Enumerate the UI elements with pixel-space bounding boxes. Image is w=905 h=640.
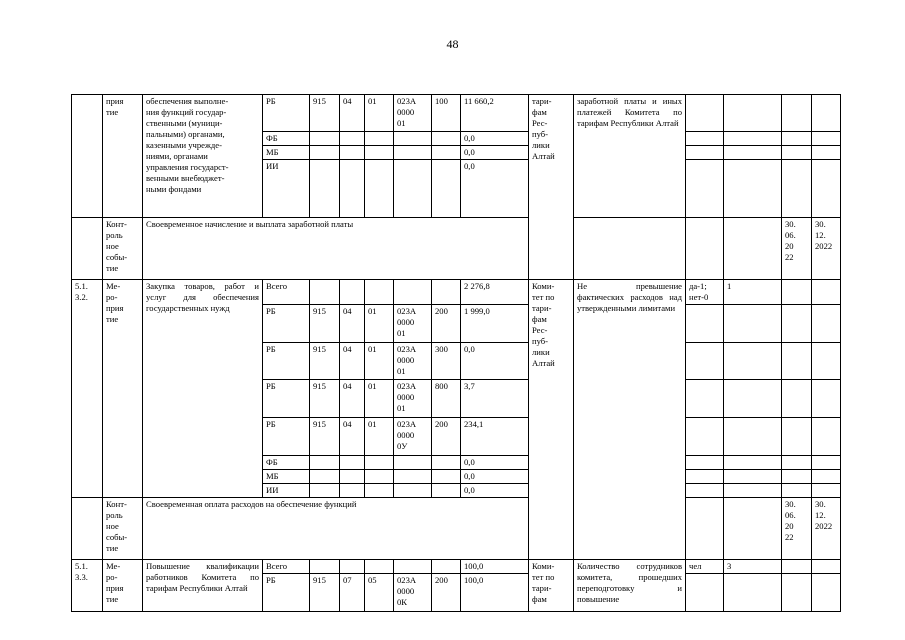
amount-cell: 100,0 xyxy=(461,574,529,612)
budget-code-cell xyxy=(310,484,340,498)
empty-cell xyxy=(812,280,841,305)
empty-cell xyxy=(724,498,782,560)
budget-code-cell: 05 xyxy=(365,574,394,612)
amount-cell: 0,0 xyxy=(461,470,529,484)
empty-cell xyxy=(724,132,782,146)
budget-code-cell xyxy=(310,160,340,218)
empty-cell xyxy=(724,305,782,343)
control-event-row xyxy=(72,218,841,280)
budget-code-cell xyxy=(394,132,432,146)
budget-code-cell: 915 xyxy=(310,95,340,132)
funding-source: РБ xyxy=(263,95,310,132)
amount-cell: 0,0 xyxy=(461,484,529,498)
empty-cell xyxy=(782,484,812,498)
budget-code-cell xyxy=(340,160,365,218)
funding-source: Всего xyxy=(263,280,310,305)
date-end-cell: 30. 12. 2022 xyxy=(812,498,841,560)
budget-code-cell: 915 xyxy=(310,380,340,418)
date-start-cell: 30. 06. 20 22 xyxy=(782,218,812,280)
row-number-cell: 5.1. 3.2. xyxy=(72,280,103,498)
budget-code-cell xyxy=(394,560,432,574)
empty-cell xyxy=(724,418,782,456)
executor-cell: Коми- тет по тари- фам xyxy=(529,560,574,612)
empty-cell xyxy=(686,418,724,456)
budget-code-cell xyxy=(365,280,394,305)
executor-cell: тари- фам Рес- пуб- лики Алтай xyxy=(529,95,574,280)
table-row xyxy=(72,280,841,305)
budget-code-cell: 023А 0000 01 xyxy=(394,305,432,343)
control-event-label: Конт- роль ное собы- тие xyxy=(103,218,143,280)
budget-code-cell: 023А 0000 0У xyxy=(394,418,432,456)
budget-code-cell: 300 xyxy=(432,343,461,380)
budget-code-cell xyxy=(432,146,461,160)
control-event-row xyxy=(72,498,841,560)
budget-code-cell xyxy=(365,132,394,146)
empty-cell xyxy=(724,343,782,380)
amount-cell: 11 660,2 xyxy=(461,95,529,132)
executor-cell: Коми- тет по тари- фам Рес- пуб- лики Алтай xyxy=(529,280,574,560)
date-end-cell: 30. 12. 2022 xyxy=(812,218,841,280)
unit-cell: да-1; нет-0 xyxy=(686,280,724,305)
date-start-cell: 30. 06. 20 22 xyxy=(782,498,812,560)
row-name-cell: Закупка товаров, работ и услуг для обеспечения государственных нужд xyxy=(143,280,263,498)
budget-code-cell xyxy=(365,146,394,160)
amount-cell: 0,0 xyxy=(461,132,529,146)
empty-cell xyxy=(782,456,812,470)
amount-cell: 0,0 xyxy=(461,343,529,380)
budget-code-cell xyxy=(394,456,432,470)
budget-code-cell: 04 xyxy=(340,343,365,380)
budget-code-cell: 01 xyxy=(365,418,394,456)
funding-source: ФБ xyxy=(263,456,310,470)
budget-code-cell xyxy=(432,160,461,218)
budget-code-cell: 023А 0000 01 xyxy=(394,343,432,380)
empty-cell xyxy=(686,498,724,560)
budget-code-cell: 04 xyxy=(340,418,365,456)
budget-code-cell xyxy=(394,280,432,305)
amount-cell: 0,0 xyxy=(461,146,529,160)
empty-cell xyxy=(686,574,724,612)
budget-code-cell: 100 xyxy=(432,95,461,132)
budget-code-cell xyxy=(340,456,365,470)
budget-code-cell: 01 xyxy=(365,95,394,132)
amount-cell: 3,7 xyxy=(461,380,529,418)
budget-code-cell xyxy=(432,470,461,484)
budget-code-cell: 01 xyxy=(365,380,394,418)
budget-code-cell xyxy=(340,484,365,498)
empty-cell xyxy=(724,95,782,132)
budget-code-cell xyxy=(432,280,461,305)
empty-cell xyxy=(812,380,841,418)
amount-cell: 1 999,0 xyxy=(461,305,529,343)
budget-code-cell xyxy=(432,484,461,498)
budget-code-cell xyxy=(394,470,432,484)
funding-source: РБ xyxy=(263,305,310,343)
funding-source: ИИ xyxy=(263,484,310,498)
funding-source: ФБ xyxy=(263,132,310,146)
value-cell: 1 xyxy=(724,280,782,305)
empty-cell xyxy=(782,343,812,380)
empty-cell xyxy=(782,418,812,456)
budget-code-cell: 04 xyxy=(340,380,365,418)
empty-cell xyxy=(686,470,724,484)
empty-cell xyxy=(724,470,782,484)
control-event-label: Конт- роль ное собы- тие xyxy=(103,498,143,560)
empty-cell xyxy=(812,456,841,470)
empty-cell xyxy=(724,456,782,470)
budget-code-cell xyxy=(310,456,340,470)
funding-source: ИИ xyxy=(263,160,310,218)
table-row xyxy=(72,560,841,574)
budget-code-cell: 023А 0000 0К xyxy=(394,574,432,612)
empty-cell xyxy=(812,305,841,343)
budget-code-cell: 200 xyxy=(432,418,461,456)
budget-code-cell xyxy=(394,484,432,498)
empty-cell xyxy=(782,305,812,343)
empty-cell xyxy=(724,160,782,218)
funding-source: Всего xyxy=(263,560,310,574)
empty-cell xyxy=(782,160,812,218)
empty-cell xyxy=(686,343,724,380)
budget-code-cell: 800 xyxy=(432,380,461,418)
program-table xyxy=(71,94,841,612)
funding-source: МБ xyxy=(263,146,310,160)
budget-code-cell xyxy=(365,456,394,470)
budget-code-cell xyxy=(432,456,461,470)
budget-code-cell: 01 xyxy=(365,305,394,343)
budget-code-cell xyxy=(365,470,394,484)
control-event-text: Своевременная оплата расходов на обеспечение функций xyxy=(143,498,529,560)
empty-cell xyxy=(686,146,724,160)
budget-code-cell xyxy=(310,470,340,484)
empty-cell xyxy=(782,470,812,484)
budget-code-cell: 07 xyxy=(340,574,365,612)
empty-cell xyxy=(724,380,782,418)
indicator-cell: Не превышение фактических расходов над утвержденными лимитами xyxy=(574,280,686,560)
empty-cell xyxy=(574,218,686,280)
empty-cell xyxy=(812,574,841,612)
budget-code-cell: 915 xyxy=(310,343,340,380)
funding-source: РБ xyxy=(263,380,310,418)
empty-cell xyxy=(686,380,724,418)
empty-cell xyxy=(812,132,841,146)
budget-code-cell: 915 xyxy=(310,418,340,456)
budget-code-cell xyxy=(340,132,365,146)
row-name-cell: Повышение квалификации работников Комитета по тарифам Республики Алтай xyxy=(143,560,263,612)
empty-cell xyxy=(782,380,812,418)
empty-cell xyxy=(724,484,782,498)
row-kind-cell: Ме- ро- прия тие xyxy=(103,560,143,612)
funding-source: РБ xyxy=(263,574,310,612)
value-cell: 3 xyxy=(724,560,782,574)
empty-cell xyxy=(812,160,841,218)
empty-cell xyxy=(782,95,812,132)
budget-code-cell xyxy=(310,280,340,305)
empty-cell xyxy=(72,218,103,280)
row-kind-cell: Ме- ро- прия тие xyxy=(103,280,143,498)
budget-code-cell xyxy=(340,470,365,484)
empty-cell xyxy=(782,146,812,160)
control-event-text: Своевременное начисление и выплата заработной платы xyxy=(143,218,529,280)
budget-code-cell xyxy=(310,560,340,574)
budget-code-cell xyxy=(340,280,365,305)
budget-code-cell xyxy=(340,146,365,160)
empty-cell xyxy=(812,470,841,484)
row-number-cell: 5.1. 3.3. xyxy=(72,560,103,612)
empty-cell xyxy=(812,343,841,380)
budget-code-cell: 04 xyxy=(340,305,365,343)
budget-code-cell: 023А 0000 01 xyxy=(394,95,432,132)
funding-source: РБ xyxy=(263,343,310,380)
funding-source: МБ xyxy=(263,470,310,484)
budget-code-cell: 200 xyxy=(432,305,461,343)
budget-code-cell: 915 xyxy=(310,305,340,343)
budget-code-cell: 915 xyxy=(310,574,340,612)
empty-cell xyxy=(686,305,724,343)
empty-cell xyxy=(686,484,724,498)
budget-code-cell xyxy=(310,132,340,146)
budget-code-cell xyxy=(394,160,432,218)
empty-cell xyxy=(686,95,724,132)
amount-cell: 0,0 xyxy=(461,456,529,470)
empty-cell xyxy=(724,574,782,612)
amount-cell: 234,1 xyxy=(461,418,529,456)
empty-cell xyxy=(72,498,103,560)
amount-cell: 100,0 xyxy=(461,560,529,574)
empty-cell xyxy=(686,132,724,146)
budget-code-cell xyxy=(365,160,394,218)
row-kind-cell: прия тие xyxy=(103,95,143,218)
empty-cell xyxy=(782,280,812,305)
empty-cell xyxy=(812,560,841,574)
budget-code-cell xyxy=(365,560,394,574)
empty-cell xyxy=(812,95,841,132)
budget-code-cell: 01 xyxy=(365,343,394,380)
unit-cell: чел xyxy=(686,560,724,574)
table-row xyxy=(72,95,841,132)
empty-cell xyxy=(724,218,782,280)
row-name-cell: обеспечения выполне- ния функций государ- ственными (муници- пальными) органами, казенными учрежде- ниями, органами управления государст- венными внебюджет- ными фондами xyxy=(143,95,263,218)
indicator-cell: заработной платы и иных платежей Комитета по тарифам Республики Алтай xyxy=(574,95,686,218)
empty-cell xyxy=(782,560,812,574)
budget-code-cell: 04 xyxy=(340,95,365,132)
budget-code-cell xyxy=(310,146,340,160)
empty-cell xyxy=(724,146,782,160)
empty-cell xyxy=(812,146,841,160)
row-number-cell xyxy=(72,95,103,218)
empty-cell xyxy=(782,132,812,146)
budget-code-cell xyxy=(394,146,432,160)
budget-code-cell: 200 xyxy=(432,574,461,612)
empty-cell xyxy=(686,456,724,470)
budget-code-cell xyxy=(432,560,461,574)
budget-code-cell xyxy=(432,132,461,146)
empty-cell xyxy=(686,160,724,218)
budget-code-cell xyxy=(340,560,365,574)
empty-cell xyxy=(812,484,841,498)
amount-cell: 0,0 xyxy=(461,160,529,218)
budget-code-cell: 023А 0000 01 xyxy=(394,380,432,418)
empty-cell xyxy=(812,418,841,456)
budget-code-cell xyxy=(365,484,394,498)
amount-cell: 2 276,8 xyxy=(461,280,529,305)
empty-cell xyxy=(782,574,812,612)
page-number: 48 xyxy=(446,37,459,51)
indicator-cell: Количество сотрудников комитета, прошедших переподготовку и повышение xyxy=(574,560,686,612)
empty-cell xyxy=(686,218,724,280)
funding-source: РБ xyxy=(263,418,310,456)
